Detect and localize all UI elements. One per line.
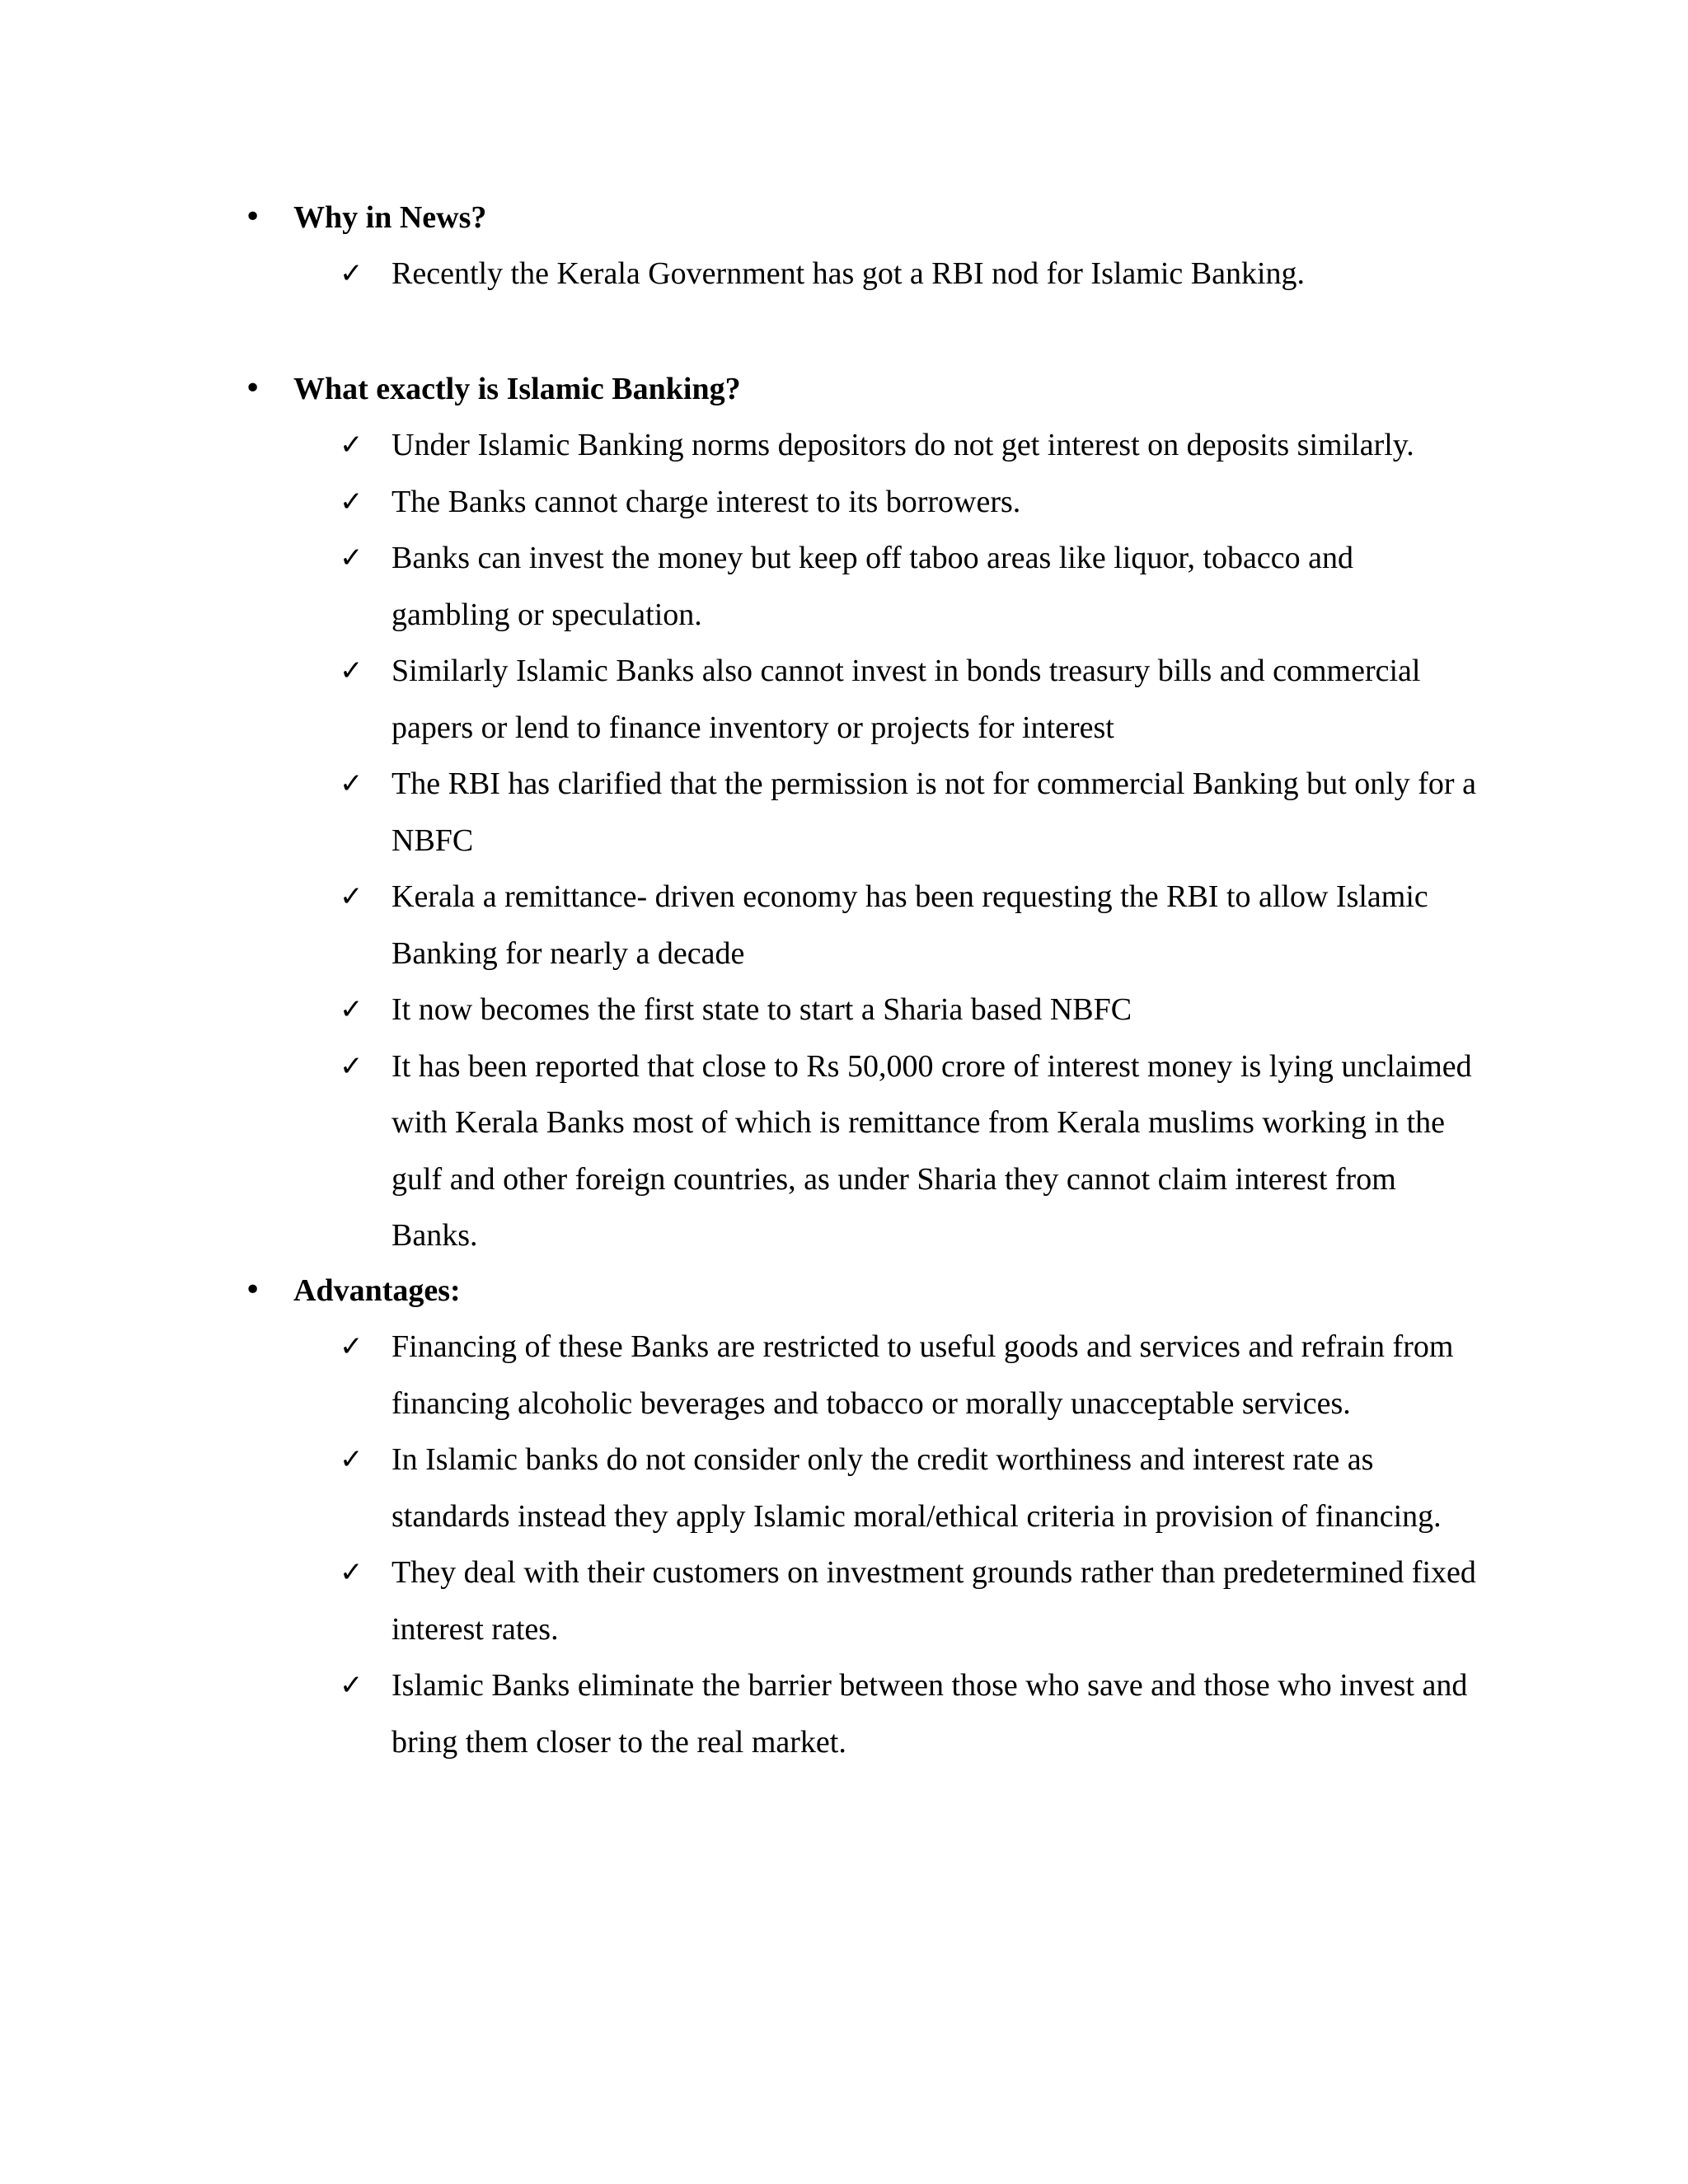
section-heading: Why in News? (293, 200, 487, 235)
bullet-icon: • (244, 200, 262, 234)
checkmark-icon: ✓ (340, 1669, 363, 1702)
section-advantages (0, 1263, 1688, 1770)
checkmark-icon: ✓ (340, 767, 363, 800)
list-item-text: Islamic Banks eliminate the barrier between those who save and those who invest and bring them closer to the real market. (392, 1668, 1468, 1760)
bullet-icon: • (244, 372, 262, 405)
list-item (0, 474, 1688, 531)
list-item-text: Recently the Kerala Government has got a RBI nod for Islamic Banking. (392, 256, 1306, 291)
section-heading-row (0, 361, 1688, 417)
checkmark-icon: ✓ (340, 257, 363, 290)
list-item-text: Under Islamic Banking norms depositors do not get interest on deposits similarly. (392, 428, 1414, 462)
list-item-text: The Banks cannot charge interest to its borrowers. (392, 484, 1021, 519)
list-item-text: Kerala a remittance- driven economy has been requesting the RBI to allow Islamic Banking for nearly a decade (392, 879, 1428, 971)
checkmark-icon: ✓ (340, 880, 363, 913)
list-item-text: It now becomes the first state to start a Sharia based NBFC (392, 992, 1132, 1027)
list-item (0, 643, 1688, 756)
checkmark-icon: ✓ (340, 485, 363, 518)
bullet-icon: • (244, 1273, 262, 1307)
list-item (0, 1432, 1688, 1544)
list-item (0, 1038, 1688, 1264)
list-item (0, 1319, 1688, 1432)
list-item-text: Financing of these Banks are restricted to useful goods and services and refrain from financing alcoholic beverages and tobacco or morally unacceptable services. (392, 1329, 1454, 1421)
list-item (0, 756, 1688, 869)
checkmark-icon: ✓ (340, 1049, 363, 1083)
section-heading-row (0, 190, 1688, 246)
list-item-text: It has been reported that close to Rs 50,000 crore of interest money is lying unclaimed with Kerala Banks most of which is remittance from Kerala muslims working in the gulf and other foreign countries, as under Sharia they cannot claim interest from Banks. (392, 1048, 1472, 1253)
section-why-in-news (0, 190, 1688, 302)
list-item (0, 246, 1688, 302)
checkmark-icon: ✓ (340, 1556, 363, 1589)
list-item-text: The RBI has clarified that the permission is not for commercial Banking but only for a NBFC (392, 766, 1476, 858)
section-heading: Advantages: (293, 1273, 461, 1308)
list-item-text: They deal with their customers on investment grounds rather than predetermined fixed interest rates. (392, 1555, 1476, 1647)
section-heading: What exactly is Islamic Banking? (293, 372, 741, 406)
checkmark-icon: ✓ (340, 1443, 363, 1476)
checklist (0, 1319, 1688, 1770)
list-item (0, 417, 1688, 474)
checkmark-icon: ✓ (340, 993, 363, 1026)
checkmark-icon: ✓ (340, 654, 363, 687)
list-item-text: Banks can invest the money but keep off taboo areas like liquor, tobacco and gambling or speculation. (392, 541, 1353, 632)
checkmark-icon: ✓ (340, 541, 363, 574)
list-item (0, 1657, 1688, 1770)
section-what-is-islamic-banking (0, 361, 1688, 1264)
section-heading-row (0, 1263, 1688, 1319)
list-item (0, 869, 1688, 982)
checklist (0, 246, 1688, 302)
list-item (0, 1544, 1688, 1657)
list-item (0, 530, 1688, 643)
checklist (0, 417, 1688, 1264)
list-item-text: In Islamic banks do not consider only the credit worthiness and interest rate as standards instead they apply Islamic moral/ethical criteria in provision of financing. (392, 1442, 1442, 1534)
list-item (0, 982, 1688, 1038)
checkmark-icon: ✓ (340, 1330, 363, 1363)
list-item-text: Similarly Islamic Banks also cannot invest in bonds treasury bills and commercial papers or lend to finance inventory or projects for interest (392, 654, 1421, 745)
checkmark-icon: ✓ (340, 429, 363, 462)
